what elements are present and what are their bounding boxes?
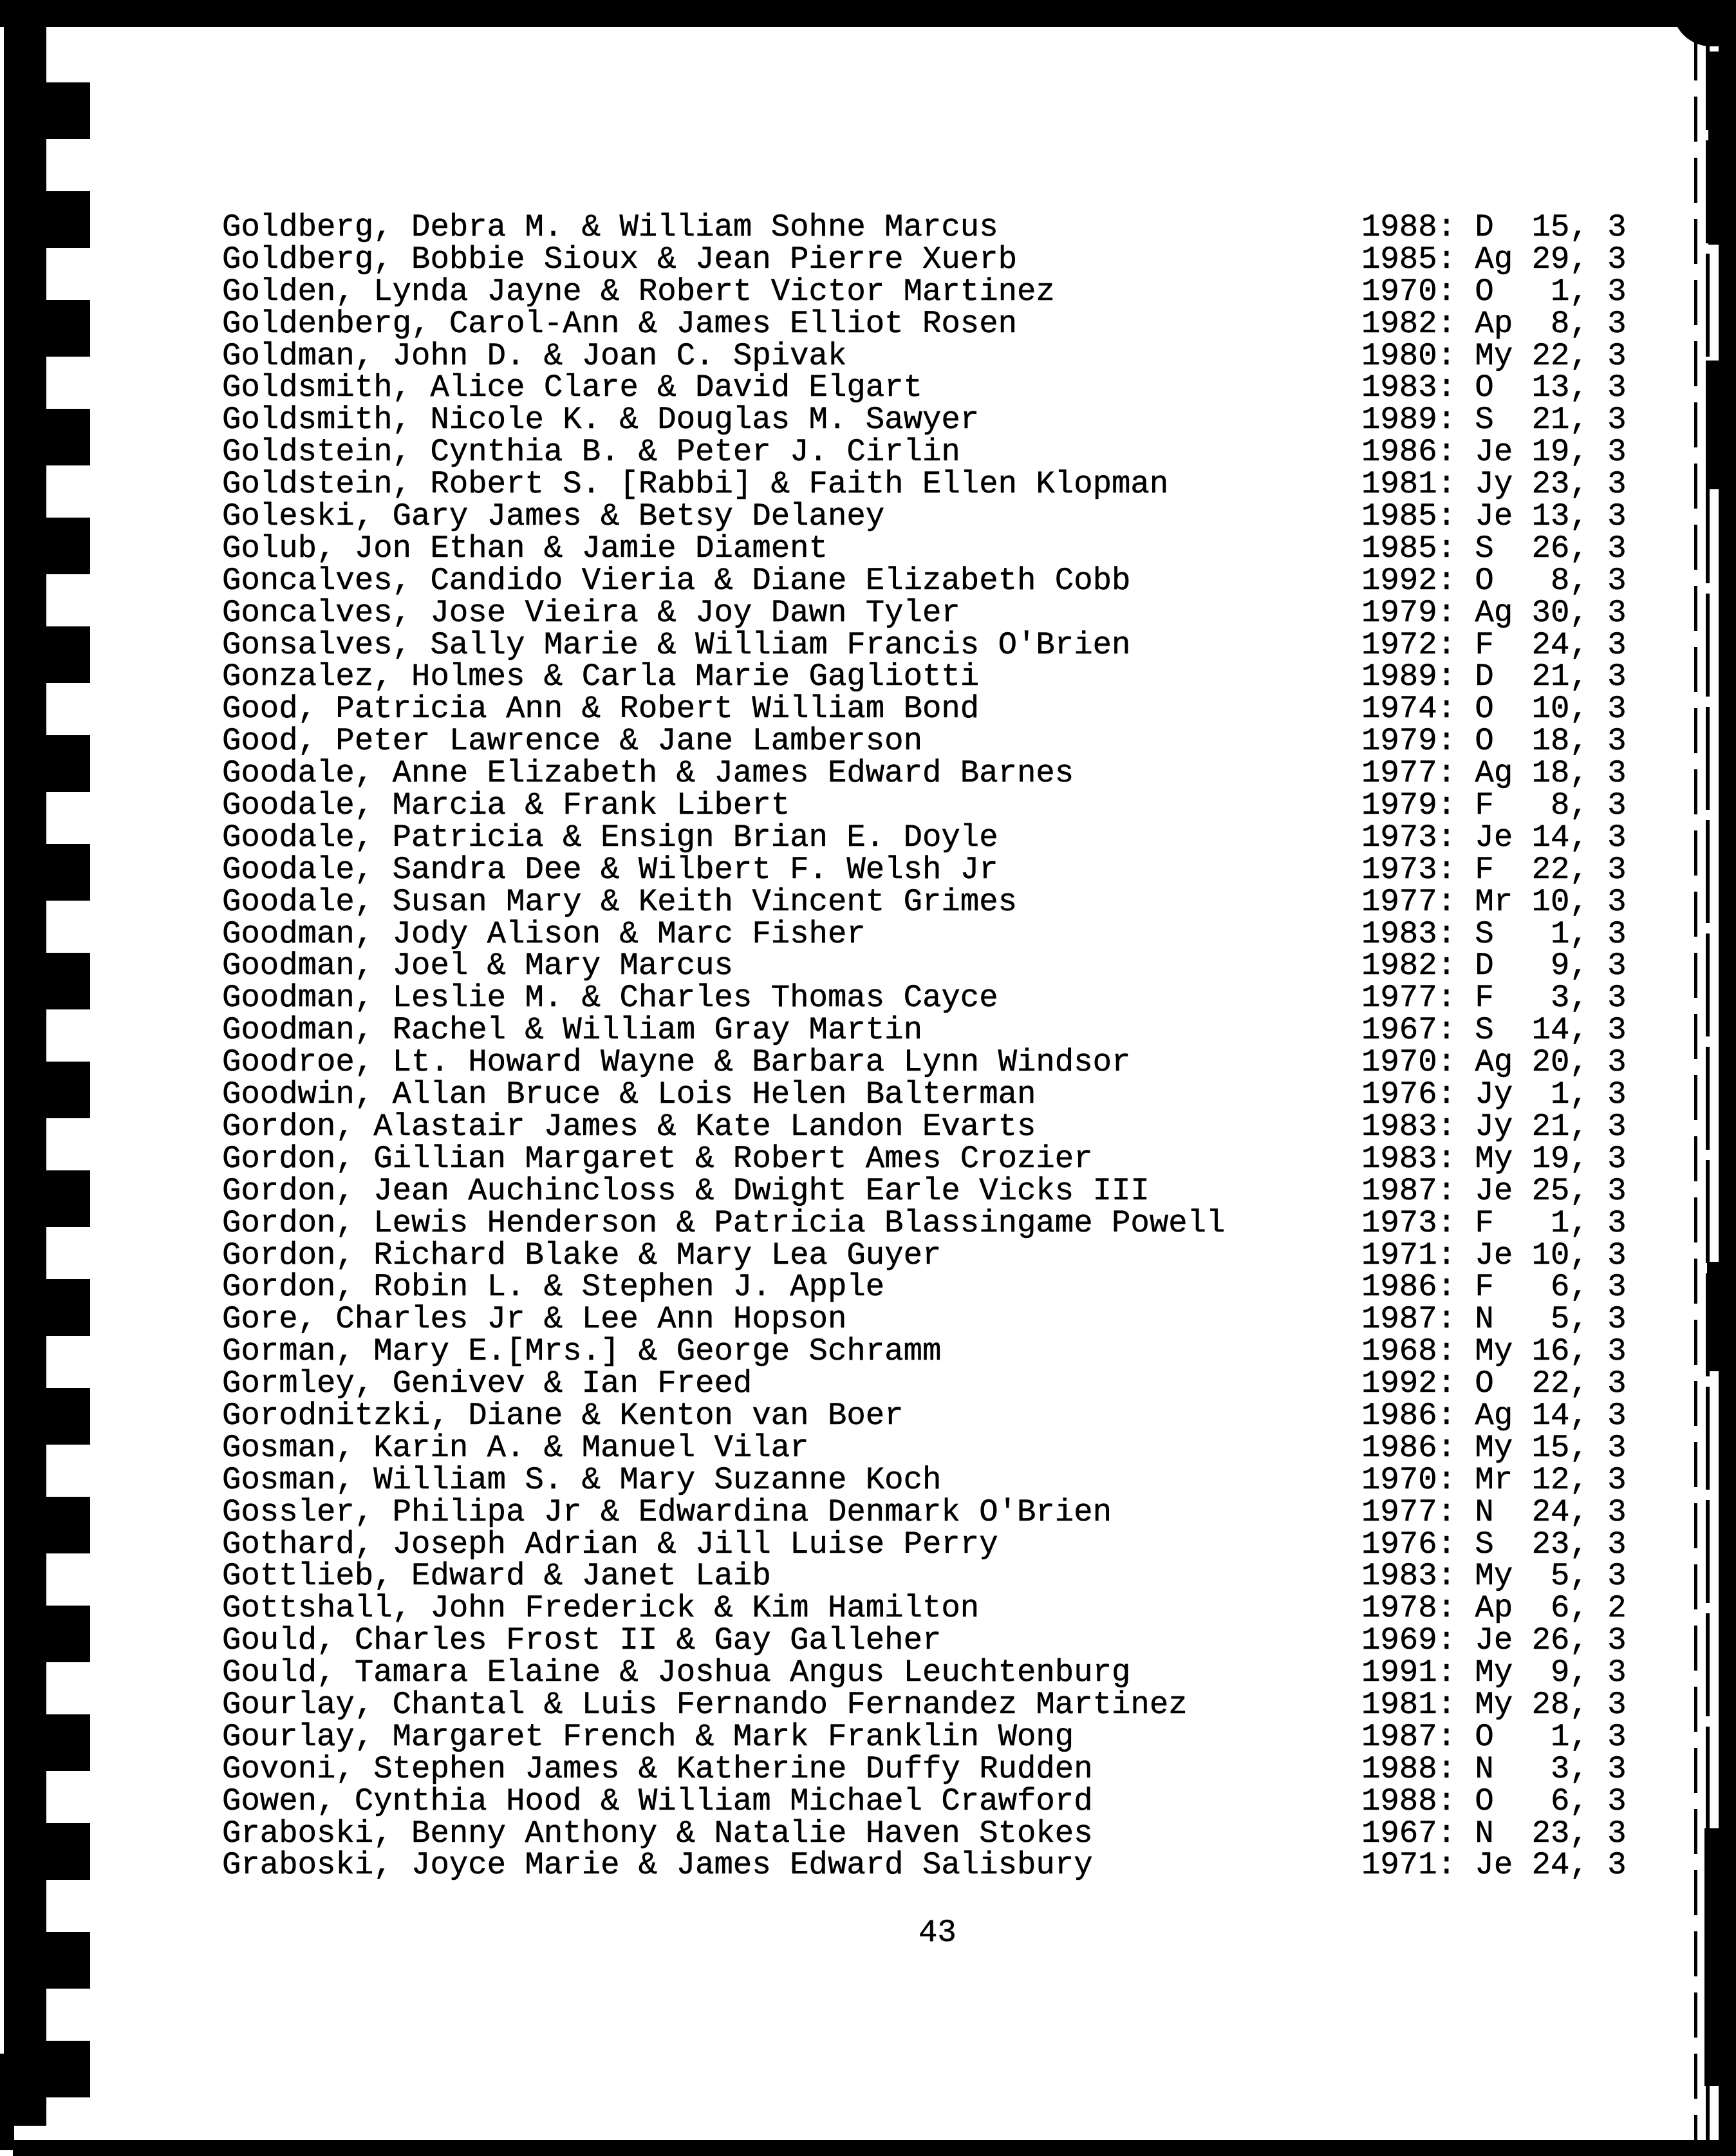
entry-name: Goodman, Rachel & William Gray Martin xyxy=(222,1012,922,1049)
list-item xyxy=(0,693,1736,726)
list-item xyxy=(0,626,1736,663)
entry-name: Goncalves, Candido Vieria & Diane Elizabeth Cobb xyxy=(222,562,1131,599)
list-item xyxy=(0,1718,1736,1755)
list-item xyxy=(0,1847,1736,1884)
list-item xyxy=(0,1654,1736,1691)
entry-date: 1973: F 22, 3 xyxy=(1361,851,1627,888)
list-item xyxy=(0,530,1736,567)
entry-name: Gordon, Gillian Margaret & Robert Ames Crozier xyxy=(222,1140,1093,1177)
marriage-index-list xyxy=(0,209,1736,1884)
entry-date: 1970: Ag 20, 3 xyxy=(1361,1044,1627,1081)
list-item xyxy=(0,755,1736,792)
entry-date: 1968: My 16, 3 xyxy=(1361,1333,1627,1370)
entry-name: Goldsmith, Alice Clare & David Elgart xyxy=(222,370,922,406)
entry-name: Govoni, Stephen James & Katherine Duffy Rudden xyxy=(222,1750,1093,1787)
list-item xyxy=(0,723,1736,760)
scan-top-right-corner xyxy=(1672,0,1736,46)
entry-name: Graboski, Joyce Marie & James Edward Salisbury xyxy=(222,1847,1093,1884)
entry-date: 1986: F 6, 3 xyxy=(1361,1269,1627,1306)
entry-name: Gormley, Genivev & Ian Freed xyxy=(222,1365,752,1402)
entry-date: 1983: O 13, 3 xyxy=(1361,370,1627,406)
entry-date: 1992: O 8, 3 xyxy=(1361,562,1627,599)
entry-date: 1985: Je 13, 3 xyxy=(1361,498,1627,535)
entry-name: Goodman, Leslie M. & Charles Thomas Cayce xyxy=(222,980,998,1017)
entry-name: Goldsmith, Nicole K. & Douglas M. Sawyer xyxy=(222,402,980,438)
list-item xyxy=(0,404,1736,436)
entry-date: 1977: N 24, 3 xyxy=(1361,1494,1627,1530)
entry-name: Goodale, Sandra Dee & Wilbert F. Welsh Jr xyxy=(222,851,998,888)
entry-date: 1987: Je 25, 3 xyxy=(1361,1172,1627,1209)
entry-name: Gonsalves, Sally Marie & William Francis O'Brien xyxy=(222,626,1131,663)
list-item xyxy=(0,1526,1736,1562)
entry-date: 1983: My 19, 3 xyxy=(1361,1140,1627,1177)
entry-date: 1986: Ag 14, 3 xyxy=(1361,1397,1627,1434)
entry-date: 1973: Je 14, 3 xyxy=(1361,819,1627,856)
entry-date: 1981: Jy 23, 3 xyxy=(1361,466,1627,503)
entry-date: 1976: S 23, 3 xyxy=(1361,1526,1627,1562)
list-item xyxy=(0,851,1736,888)
entry-date: 1988: N 3, 3 xyxy=(1361,1750,1627,1787)
entry-name: Gould, Tamara Elaine & Joshua Angus Leuchtenburg xyxy=(222,1654,1131,1691)
list-item xyxy=(0,661,1736,693)
list-item xyxy=(0,1622,1736,1659)
entry-date: 1970: O 1, 3 xyxy=(1361,273,1627,310)
list-item xyxy=(0,1172,1736,1209)
page-number: 43 xyxy=(919,1915,957,1951)
list-item xyxy=(0,1783,1736,1819)
entry-name: Goldberg, Bobbie Sioux & Jean Pierre Xuerb xyxy=(222,241,1018,277)
list-item xyxy=(0,1686,1736,1723)
entry-name: Graboski, Benny Anthony & Natalie Haven Stokes xyxy=(222,1815,1093,1851)
entry-name: Gonzalez, Holmes & Carla Marie Gagliotti xyxy=(222,659,980,695)
entry-date: 1985: S 26, 3 xyxy=(1361,530,1627,567)
list-item xyxy=(0,1012,1736,1049)
list-item xyxy=(0,498,1736,535)
entry-name: Golden, Lynda Jayne & Robert Victor Martinez xyxy=(222,273,1055,310)
entry-name: Goodman, Jody Alison & Marc Fisher xyxy=(222,915,866,952)
entry-name: Goleski, Gary James & Betsy Delaney xyxy=(222,498,885,535)
list-item xyxy=(0,982,1736,1015)
entry-name: Goldstein, Robert S. [Rabbi] & Faith Ellen Klopman xyxy=(222,466,1169,503)
list-item xyxy=(0,1301,1736,1338)
list-item xyxy=(0,1044,1736,1081)
entry-name: Gordon, Richard Blake & Mary Lea Guyer xyxy=(222,1237,942,1273)
list-item xyxy=(0,915,1736,952)
entry-name: Goldman, John D. & Joan C. Spivak xyxy=(222,337,847,374)
entry-date: 1988: O 6, 3 xyxy=(1361,1783,1627,1819)
list-item xyxy=(0,1108,1736,1145)
entry-name: Gordon, Robin L. & Stephen J. Apple xyxy=(222,1269,885,1306)
list-item xyxy=(0,1429,1736,1466)
list-item xyxy=(0,305,1736,342)
list-item xyxy=(0,337,1736,374)
entry-date: 1980: My 22, 3 xyxy=(1361,337,1627,374)
entry-name: Good, Patricia Ann & Robert William Bond xyxy=(222,691,980,727)
entry-name: Gorman, Mary E.[Mrs.] & George Schramm xyxy=(222,1333,942,1370)
entry-date: 1979: F 8, 3 xyxy=(1361,787,1627,824)
list-item xyxy=(0,787,1736,824)
entry-date: 1974: O 10, 3 xyxy=(1361,691,1627,727)
list-item xyxy=(0,209,1736,245)
entry-date: 1981: My 28, 3 xyxy=(1361,1686,1627,1723)
entry-name: Gourlay, Chantal & Luis Fernando Fernandez Martinez xyxy=(222,1686,1188,1723)
entry-date: 1976: Jy 1, 3 xyxy=(1361,1076,1627,1113)
entry-date: 1969: Je 26, 3 xyxy=(1361,1622,1627,1659)
entry-name: Gorodnitzki, Diane & Kenton van Boer xyxy=(222,1397,904,1434)
list-item xyxy=(0,883,1736,920)
list-item xyxy=(0,1365,1736,1402)
entry-date: 1991: My 9, 3 xyxy=(1361,1654,1627,1691)
list-item xyxy=(0,819,1736,856)
list-item xyxy=(0,1461,1736,1498)
list-item xyxy=(0,1333,1736,1370)
entry-name: Goodale, Marcia & Frank Libert xyxy=(222,787,790,824)
list-item xyxy=(0,594,1736,631)
entry-date: 1973: F 1, 3 xyxy=(1361,1205,1627,1241)
entry-date: 1983: Jy 21, 3 xyxy=(1361,1108,1627,1145)
entry-date: 1989: S 21, 3 xyxy=(1361,402,1627,438)
list-item xyxy=(0,1494,1736,1530)
scan-left-edge-mark xyxy=(0,2054,14,2150)
entry-date: 1983: My 5, 3 xyxy=(1361,1558,1627,1595)
list-item xyxy=(0,1140,1736,1177)
entry-name: Goldenberg, Carol-Ann & James Elliot Rosen xyxy=(222,305,1018,342)
scan-top-edge-band xyxy=(0,0,1736,27)
list-item xyxy=(0,1271,1736,1304)
entry-name: Goodman, Joel & Mary Marcus xyxy=(222,948,733,984)
entry-date: 1987: O 1, 3 xyxy=(1361,1718,1627,1755)
list-item xyxy=(0,273,1736,310)
entry-date: 1972: F 24, 3 xyxy=(1361,626,1627,663)
entry-name: Gore, Charles Jr & Lee Ann Hopson xyxy=(222,1301,847,1338)
entry-name: Gordon, Jean Auchincloss & Dwight Earle Vicks III xyxy=(222,1172,1150,1209)
entry-name: Gosman, William S. & Mary Suzanne Koch xyxy=(222,1461,942,1498)
entry-name: Goldstein, Cynthia B. & Peter J. Cirlin xyxy=(222,434,960,471)
entry-date: 1982: Ap 8, 3 xyxy=(1361,305,1627,342)
entry-name: Gowen, Cynthia Hood & William Michael Crawford xyxy=(222,1783,1093,1819)
entry-name: Gossler, Philipa Jr & Edwardina Denmark O'Brien xyxy=(222,1494,1112,1530)
list-item xyxy=(0,950,1736,982)
entry-date: 1985: Ag 29, 3 xyxy=(1361,241,1627,277)
list-item xyxy=(0,562,1736,599)
entry-name: Goodale, Patricia & Ensign Brian E. Doyle xyxy=(222,819,998,856)
entry-date: 1987: N 5, 3 xyxy=(1361,1301,1627,1338)
entry-name: Gottlieb, Edward & Janet Laib xyxy=(222,1558,771,1595)
list-item xyxy=(0,436,1736,469)
entry-name: Gosman, Karin A. & Manuel Vilar xyxy=(222,1429,809,1466)
entry-name: Gould, Charles Frost II & Gay Galleher xyxy=(222,1622,942,1659)
entry-name: Gordon, Alastair James & Kate Landon Evarts xyxy=(222,1108,1036,1145)
entry-date: 1982: D 9, 3 xyxy=(1361,948,1627,984)
entry-date: 1983: S 1, 3 xyxy=(1361,915,1627,952)
entry-name: Golub, Jon Ethan & Jamie Diament xyxy=(222,530,828,567)
entry-name: Goodwin, Allan Bruce & Lois Helen Balterman xyxy=(222,1076,1036,1113)
entry-date: 1977: Ag 18, 3 xyxy=(1361,755,1627,792)
entry-name: Goncalves, Jose Vieira & Joy Dawn Tyler xyxy=(222,594,960,631)
entry-name: Gottshall, John Frederick & Kim Hamilton xyxy=(222,1590,980,1627)
list-item xyxy=(0,1558,1736,1595)
list-item xyxy=(0,466,1736,503)
entry-date: 1970: Mr 12, 3 xyxy=(1361,1461,1627,1498)
entry-date: 1967: N 23, 3 xyxy=(1361,1815,1627,1851)
entry-date: 1979: O 18, 3 xyxy=(1361,723,1627,760)
entry-date: 1988: D 15, 3 xyxy=(1361,209,1627,245)
entry-date: 1977: Mr 10, 3 xyxy=(1361,883,1627,920)
list-item xyxy=(0,1237,1736,1273)
entry-name: Gourlay, Margaret French & Mark Franklin Wong xyxy=(222,1718,1074,1755)
entry-date: 1986: My 15, 3 xyxy=(1361,1429,1627,1466)
list-item xyxy=(0,1397,1736,1434)
list-item xyxy=(0,1076,1736,1113)
entry-name: Good, Peter Lawrence & Jane Lamberson xyxy=(222,723,922,760)
entry-name: Goodroe, Lt. Howard Wayne & Barbara Lynn Windsor xyxy=(222,1044,1131,1081)
entry-date: 1989: D 21, 3 xyxy=(1361,659,1627,695)
entry-name: Gordon, Lewis Henderson & Patricia Blassingame Powell xyxy=(222,1205,1226,1241)
entry-date: 1979: Ag 30, 3 xyxy=(1361,594,1627,631)
list-item xyxy=(0,1590,1736,1627)
list-item xyxy=(0,372,1736,404)
entry-name: Gothard, Joseph Adrian & Jill Luise Perry xyxy=(222,1526,998,1562)
list-item xyxy=(0,1750,1736,1787)
entry-name: Goodale, Anne Elizabeth & James Edward Barnes xyxy=(222,755,1074,792)
entry-date: 1992: O 22, 3 xyxy=(1361,1365,1627,1402)
entry-name: Goodale, Susan Mary & Keith Vincent Grimes xyxy=(222,883,1018,920)
list-item xyxy=(0,1205,1736,1241)
list-item xyxy=(0,241,1736,277)
entry-date: 1977: F 3, 3 xyxy=(1361,980,1627,1017)
list-item xyxy=(0,1815,1736,1851)
entry-date: 1971: Je 24, 3 xyxy=(1361,1847,1627,1884)
entry-date: 1967: S 14, 3 xyxy=(1361,1012,1627,1049)
entry-name: Goldberg, Debra M. & William Sohne Marcus xyxy=(222,209,998,245)
entry-date: 1971: Je 10, 3 xyxy=(1361,1237,1627,1273)
entry-date: 1978: Ap 6, 2 xyxy=(1361,1590,1627,1627)
entry-date: 1986: Je 19, 3 xyxy=(1361,434,1627,471)
scan-bottom-edge-band xyxy=(13,2140,1736,2156)
